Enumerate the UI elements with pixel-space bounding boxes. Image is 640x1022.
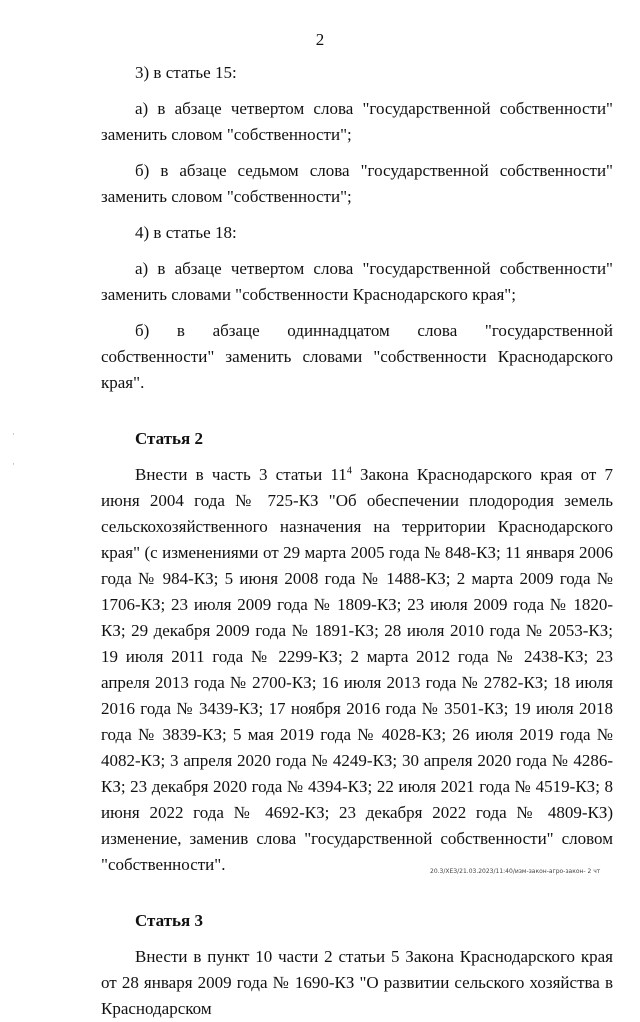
paragraph: 3) в статье 15: — [135, 63, 237, 82]
paragraph: б) в абзаце седьмом слова "государственной собственности" заменить словом "собственности"; — [101, 161, 613, 206]
margin-mark: · — [12, 430, 15, 440]
paragraph: а) в абзаце четвертом слова "государственной собственности" заменить словом "собственности"; — [101, 99, 613, 144]
document-body — [101, 60, 613, 1022]
article-heading: Статья 2 — [135, 429, 203, 448]
margin-mark: · — [12, 460, 15, 470]
paragraph: 4) в статье 18: — [135, 223, 237, 242]
article-heading: Статья 3 — [135, 911, 203, 930]
paragraph: б) в абзаце одиннадцатом слова "государственной собственности" заменить словами "собственности Краснодарского края". — [101, 321, 613, 392]
paragraph: а) в абзаце четвертом слова "государственной собственности" заменить словами "собственности Краснодарского края"; — [101, 259, 613, 304]
article-text: Внести в пункт 10 части 2 статьи 5 Закона Краснодарского края от 28 января 2009 года № 1690-КЗ "О развитии сельского хозяйства в Краснодарском — [101, 947, 613, 1018]
article-text: Внести в часть 3 статьи $11^4$ Закона Краснодарского края от 7 июня 2004 года № 725-КЗ "Об обеспечении плодородия земель сельскохозяйственного назначения на территории Краснодарского края" (с изменениями от 29 марта 2005 года № 848-КЗ; 11 января 2006 года № 984-КЗ; 5 июня 2008 года № 1488-КЗ; 2 марта 2009 года № 1706-КЗ; 23 июля 2009 года № 1809-КЗ; 23 июля 2009 года № 1820-КЗ; 29 декабря 2009 года № 1891-КЗ; 28 июля 2010 года № 2053-КЗ; 19 июля 2011 года № 2299-КЗ; 2 марта 2012 года № 2438-КЗ; 23 апреля 2013 года № 2700-КЗ; 16 июля 2013 года № 2782-КЗ; 18 июля 2016 года № 3439-КЗ; 17 ноября 2016 года № 3501-КЗ; 19 июля 2018 года № 3839-КЗ; 5 мая 2019 года № 4028-КЗ; 26 июля 2019 года № 4082-КЗ; 3 апреля 2020 года № 4249-КЗ; 30 апреля 2020 года № 4286-КЗ; 23 декабря 2020 года № 4394-КЗ; 22 июля 2021 года № 4519-КЗ; 8 июня 2022 года № 4692-КЗ; 23 декабря 2022 года № 4809-КЗ) изменение, заменив слова "государственной собственности" словом "собственности". — [101, 465, 614, 874]
footer-note: 20.3/ХЕЗ/21.03.2023/11:40/изм-закон-агро-закон- 2 чт — [430, 868, 601, 875]
page-number: 2 — [315, 30, 325, 49]
